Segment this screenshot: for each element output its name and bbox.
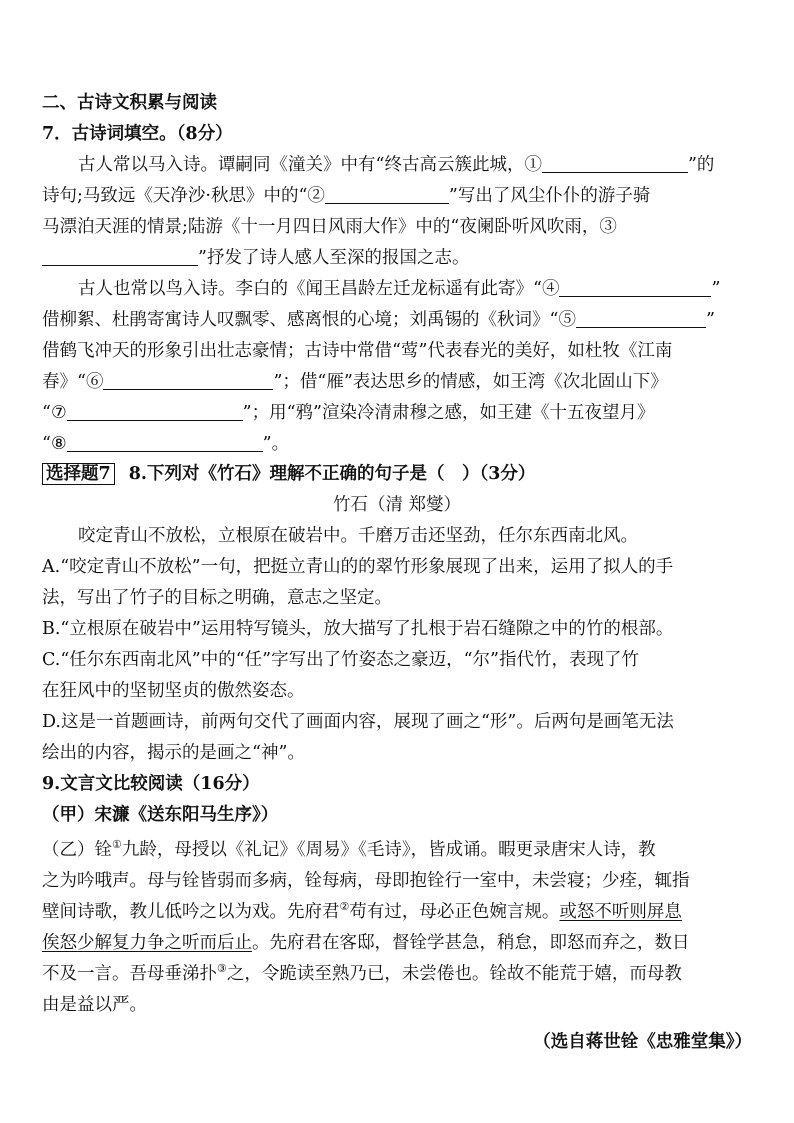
passage-yi-line2: 之为吟哦声。母与铨皆弱而多病，铨每病，母即抱铨行一室中，未尝寝；少痊，辄指 <box>42 871 690 891</box>
q7-p2-line4 <box>42 367 754 397</box>
option-b-line1: B.“立根原在破岩中”运用特写镜头，放大描写了扎根于岩石缝隙之中的竹的根部。 <box>42 619 674 639</box>
blank-5[interactable] <box>576 307 706 328</box>
text: 之，令跪读至熟乃已，未尝倦也。铨故不能荒于嬉，而母教 <box>226 964 682 984</box>
blank-8[interactable] <box>67 431 263 452</box>
text: 。先府君在客邸，督铨学甚急，稍怠，即怒而弃之，数日 <box>252 933 690 953</box>
text: ”写出了风尘仆仆的游子骑 <box>448 186 651 206</box>
option-a-line2: 法，写出了竹子的目标之明确，意志之坚定。 <box>42 588 392 608</box>
blank-1[interactable] <box>542 152 688 173</box>
q7-p1-line4 <box>42 243 754 273</box>
footnote-marker-3: ③ <box>217 962 227 976</box>
footnote-marker-1: ① <box>112 838 122 852</box>
text: 春》“⑥ <box>42 372 104 392</box>
q7-p1-line1 <box>78 150 754 180</box>
section-title: 二、古诗文积累与阅读 <box>42 93 217 113</box>
passage-source: （选自蒋世铨《忠雅堂集》） <box>533 1032 752 1052</box>
blank-6[interactable] <box>103 369 273 390</box>
blank-3[interactable] <box>42 245 198 266</box>
blank-2[interactable] <box>325 183 449 204</box>
text: 九龄，母授以《礼记》《周易》《毛诗》，皆成诵。暇更录唐宋人诗，教 <box>121 840 656 860</box>
text: 古人常以马入诗。谭嗣同《潼关》中有“终古高云簇此城，① <box>78 155 542 175</box>
text: “⑧ <box>42 434 67 454</box>
q7-p1-line2 <box>42 181 754 211</box>
option-d-line1: D.这是一首题画诗，前两句交代了画面内容，展现了画之“形”。后两句是画笔无法 <box>42 712 674 732</box>
text: “⑦ <box>42 403 67 423</box>
passage-yi-line5 <box>42 959 754 989</box>
question-type-tag: 选择题7 <box>42 463 115 485</box>
text: ”；用“鸦”渲染冷清肃穆之感，如王建《十五夜望月》 <box>242 403 655 423</box>
text: ” <box>705 310 715 330</box>
option-a-line1: A.“咬定青山不放松”一句，把挺立青山的的翠竹形象展现了出来，运用了拟人的手 <box>42 557 674 577</box>
text: ”。 <box>262 434 290 454</box>
text: ”抒发了诗人感人至深的报国之志。 <box>198 248 470 268</box>
underlined-sentence: 俟怒少解复力争之听而后止 <box>42 933 252 953</box>
passage-yi-line6: 由是益以严。 <box>42 995 147 1015</box>
footnote-marker-2: ② <box>339 900 350 914</box>
passage-jia: （甲）宋濂《送东阳马生序》） <box>42 805 279 825</box>
poem-text: 咬定青山不放松，立根原在破岩中。千磨万击还坚劲，任尔东西南北风。 <box>78 526 638 546</box>
q7-p2-line2 <box>42 305 754 335</box>
option-d-line2: 绘出的内容，揭示的是画之“神”。 <box>42 743 305 763</box>
q7-p1-line3: 马漂泊天涯的情景;陆游《十一月四日风雨大作》中的“夜阑卧听风吹雨，③ <box>42 217 617 237</box>
q7-p2-line6 <box>42 429 754 459</box>
blank-7[interactable] <box>67 400 243 421</box>
text: 不及一言。吾母垂涕扑 <box>42 964 217 984</box>
poem-title: 竹石（清 郑燮） <box>332 495 462 515</box>
text: 借柳絮、杜鹃寄寓诗人叹飘零、感离恨的心境；刘禹锡的《秋词》“⑤ <box>42 310 576 330</box>
underlined-sentence: 或怒不听则屏息 <box>559 902 682 922</box>
text: 壁间诗歌，教儿低吟之以为戏。先府君 <box>42 902 340 922</box>
text: 古人也常以鸟入诗。李白的《闻王昌龄左迁龙标遥有此寄》“④ <box>78 279 560 299</box>
text: ”的 <box>687 155 715 175</box>
option-c-line2: 在狂风中的坚韧坚贞的傲然姿态。 <box>42 681 305 701</box>
text: 苟有过，母必正色婉言规。 <box>349 902 560 922</box>
q7-p2-line1 <box>78 274 754 304</box>
text: 诗句;马致远《天净沙·秋思》中的“② <box>42 186 325 206</box>
option-c-line1: C.“任尔东西南北风”中的“任”字写出了竹姿态之豪迈，“尔”指代竹，表现了竹 <box>42 650 640 670</box>
passage-yi-line3 <box>42 897 754 927</box>
text: ”；借“雁”表达思乡的情感，如王湾《次北固山下》 <box>273 372 668 392</box>
text: （乙）铨 <box>42 840 112 860</box>
text: ” <box>711 279 721 299</box>
q7-p2-line3: 借鹤飞冲天的形象引出壮志豪情；古诗中常借“莺”代表春光的美好，如杜牧《江南 <box>42 341 673 361</box>
q8-question-line <box>42 459 754 489</box>
q7-title: 7．古诗词填空。（8分） <box>42 124 233 144</box>
q8-question: 8.下列对《竹石》理解不正确的句子是（ ）（3分） <box>128 464 536 484</box>
passage-yi-line4 <box>42 928 754 958</box>
blank-4[interactable] <box>559 276 711 297</box>
q9-title: 9.文言文比较阅读（16分） <box>42 774 260 794</box>
q7-p2-line5 <box>42 398 754 428</box>
passage-yi-line1 <box>42 835 754 865</box>
